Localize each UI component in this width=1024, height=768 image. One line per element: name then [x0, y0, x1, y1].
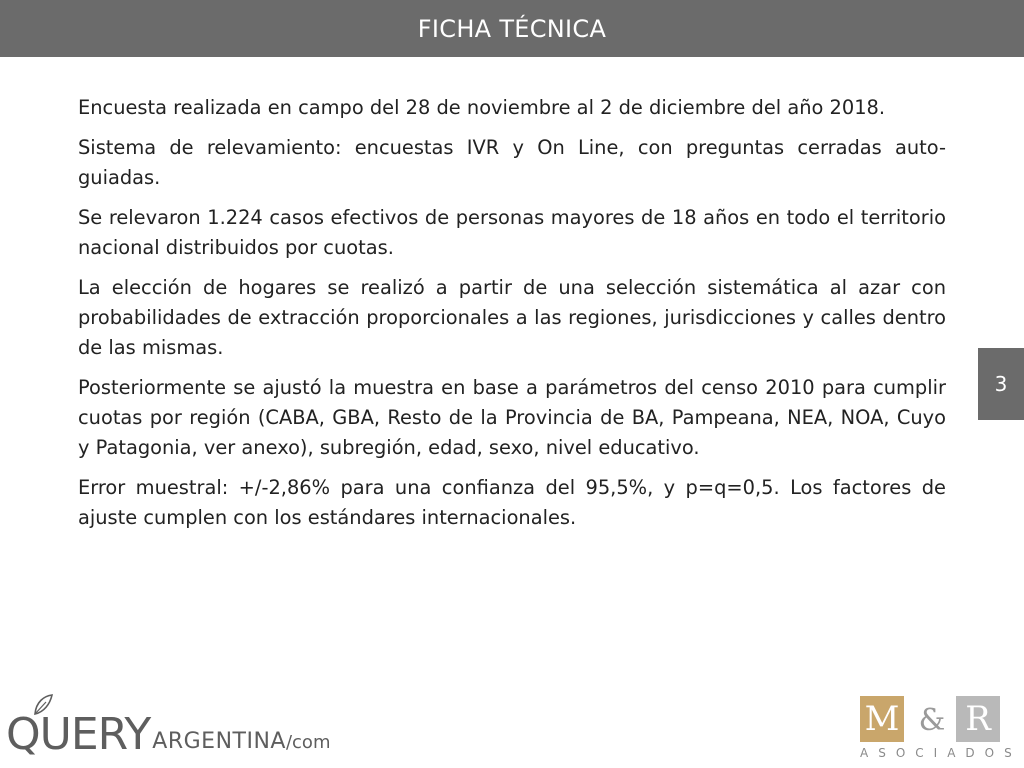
logo-m-box — [860, 696, 904, 742]
page-number-tab — [978, 348, 1024, 420]
paragraph-method: Sistema de relevamiento: encuestas IVR y On Line, con preguntas cerradas auto-guiadas. — [78, 136, 946, 189]
paragraph-fieldwork: Encuesta realizada en campo del 28 de noviembre al 2 de diciembre del año 2018. — [78, 96, 886, 119]
logo-ampersand: & — [918, 702, 946, 738]
logo-argentina-word: ARGENTINA — [152, 729, 286, 754]
logo-argentina-text — [152, 727, 330, 758]
logo-r-letter: R — [965, 699, 991, 739]
header-bar — [0, 0, 1024, 57]
paragraph-selection: La elección de hogares se realizó a partir de una selección sistemática al azar con probabilidades de extracción proporcionales a las regiones, jurisdicciones y calles dentro de las mismas. — [78, 276, 946, 359]
query-argentina-logo — [6, 694, 336, 760]
leaf-icon — [32, 694, 54, 716]
page-title: FICHA TÉCNICA — [417, 14, 607, 43]
page-number: 3 — [994, 372, 1008, 396]
paragraph-adjustment: Posteriormente se ajustó la muestra en base a parámetros del censo 2010 para cumplir cuotas por región (CABA, GBA, Resto de la Provincia de BA, Pampeana, NEA, NOA, Cuyo y Patagonia, ver anexo), subregión, edad, sexo, nivel educativo. — [78, 376, 946, 459]
logo-r-box — [956, 696, 1000, 742]
logo-query-text: QUERY — [6, 709, 151, 760]
body-text — [78, 93, 946, 543]
logo-asociados-text: ASOCIADOS — [860, 746, 1022, 760]
mr-asociados-logo — [860, 696, 1022, 766]
paragraph-error: Error muestral: +/-2,86% para una confianza del 95,5%, y p=q=0,5. Los factores de ajuste cumplen con los estándares internacionales. — [78, 476, 946, 529]
logo-m-letter: M — [864, 699, 900, 739]
logo-dotcom-text: /com — [285, 732, 331, 753]
paragraph-sample: Se relevaron 1.224 casos efectivos de personas mayores de 18 años en todo el territorio nacional distribuidos por cuotas. — [78, 206, 946, 259]
